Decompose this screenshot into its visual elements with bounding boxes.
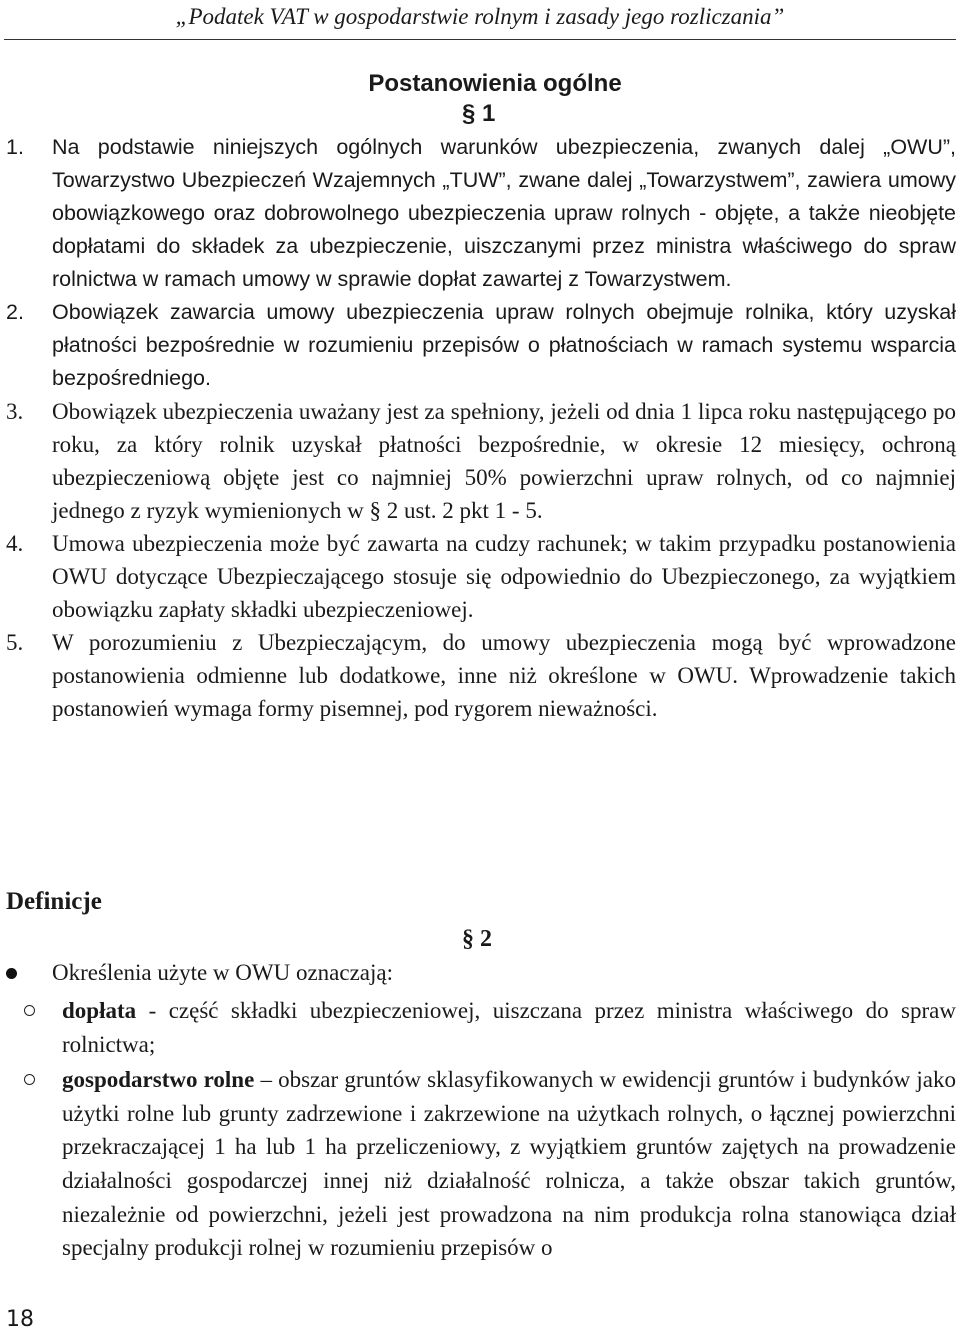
item-text: Na podstawie niniejszych ogólnych warunków ubezpieczenia, zwanych dalej „OWU”, Towarzystwo Ubezpieczeń Wzajemnych „TUW”, zwane dalej „Towarzystwem”, zawiera umowy obowiązkowego oraz dobrowolnego ubezpieczenia upraw rolnych - objęte, a także nieobjęte dopłatami do składek za ubezpieczenie, uiszczanymi przez ministra właściwego do spraw rolnictwa w ramach umowy w sprawie dopłat zawartej z Towarzystwem. (52, 135, 956, 291)
intro-text: Określenia użyte w OWU oznaczają: (52, 960, 394, 985)
section-title-general: Postanowienia ogólne (368, 70, 622, 97)
running-header: „Podatek VAT w gospodarstwie rolnym i zasady jego rozliczania” (175, 4, 785, 29)
item-text: W porozumieniu z Ubezpieczającym, do umowy ubezpieczenia mogą być wprowadzone postanowienia odmienne lub dodatkowe, inne niż określone w OWU. Wprowadzenie takich postanowień wymaga formy pisemnej, pod rygorem nieważności. (52, 630, 956, 721)
definition-item (0, 1063, 960, 1265)
bullet-icon (6, 968, 17, 979)
item-number: 2. (6, 300, 24, 324)
item-number: 4. (6, 531, 24, 556)
paragraph-sign-1: § 1 (462, 100, 496, 127)
definition-item (0, 994, 960, 1061)
definition-term: gospodarstwo rolne (62, 1067, 255, 1093)
section-title-definitions: Definicje (6, 888, 102, 915)
definitions-list (0, 994, 960, 1265)
definition-separator: – (254, 1067, 279, 1093)
item-text: Obowiązek ubezpieczenia uważany jest za spełniony, jeżeli od dnia 1 lipca roku następującego po roku, za który rolnik uzyskał płatności bezpośrednie, w okresie 12 miesięcy, ochroną ubezpieczeniową objęte jest co najmniej 50% powierzchni upraw rolnych, od co najmniej jednego z ryzyk wymienionych w § 2 ust. 2 pkt 1 - 5. (52, 399, 956, 523)
item-number: 5. (6, 630, 24, 655)
circle-bullet-icon (24, 1074, 35, 1085)
list-item (0, 131, 960, 296)
header-divider (4, 39, 956, 40)
general-provisions-list (0, 131, 960, 725)
item-text: Umowa ubezpieczenia może być zawarta na cudzy rachunek; w takim przypadku postanowienia OWU dotyczące Ubezpieczającego stosuje się odpowiednio do Ubezpieczonego, za wyjątkiem obowiązku zapłaty składki ubezpieczeniowej. (52, 531, 956, 622)
item-number: 3. (6, 399, 24, 424)
definition-text: obszar gruntów sklasyfikowanych w ewidencji gruntów i budynków jako użytki rolne lub grunty zadrzewione i zakrzewione na użytkach rolnych, o łącznej powierzchni przekraczającej 1 ha lub 1 ha przeliczeniowy, z wyjątkiem gruntów zajętych na prowadzenie działalności gospodarczej innej niż działalność rolnicza, a także obszar takich gruntów, niezależnie od powierzchni, jeżeli jest prowadzona na nim produkcja rolna stanowiąca dział specjalny produkcji rolnej w rozumieniu przepisów o (62, 1067, 956, 1261)
circle-bullet-icon (24, 1005, 35, 1016)
definition-term: dopłata (62, 998, 137, 1023)
list-item (0, 296, 960, 395)
list-item (0, 626, 960, 725)
definition-separator: - (136, 998, 169, 1023)
paragraph-sign-2: § 2 (462, 926, 492, 952)
list-item (0, 395, 960, 527)
page-number: 18 (6, 1307, 34, 1332)
item-text: Obowiązek zawarcia umowy ubezpieczenia upraw rolnych obejmuje rolnika, który uzyskał płatności bezpośrednie w rozumieniu przepisów o płatnościach w ramach systemu wsparcia bezpośredniego. (52, 300, 956, 390)
item-number: 1. (6, 135, 24, 159)
definition-text: część składki ubezpieczeniowej, uiszczana przez ministra właściwego do spraw rolnictwa; (62, 998, 956, 1057)
list-item (0, 527, 960, 626)
